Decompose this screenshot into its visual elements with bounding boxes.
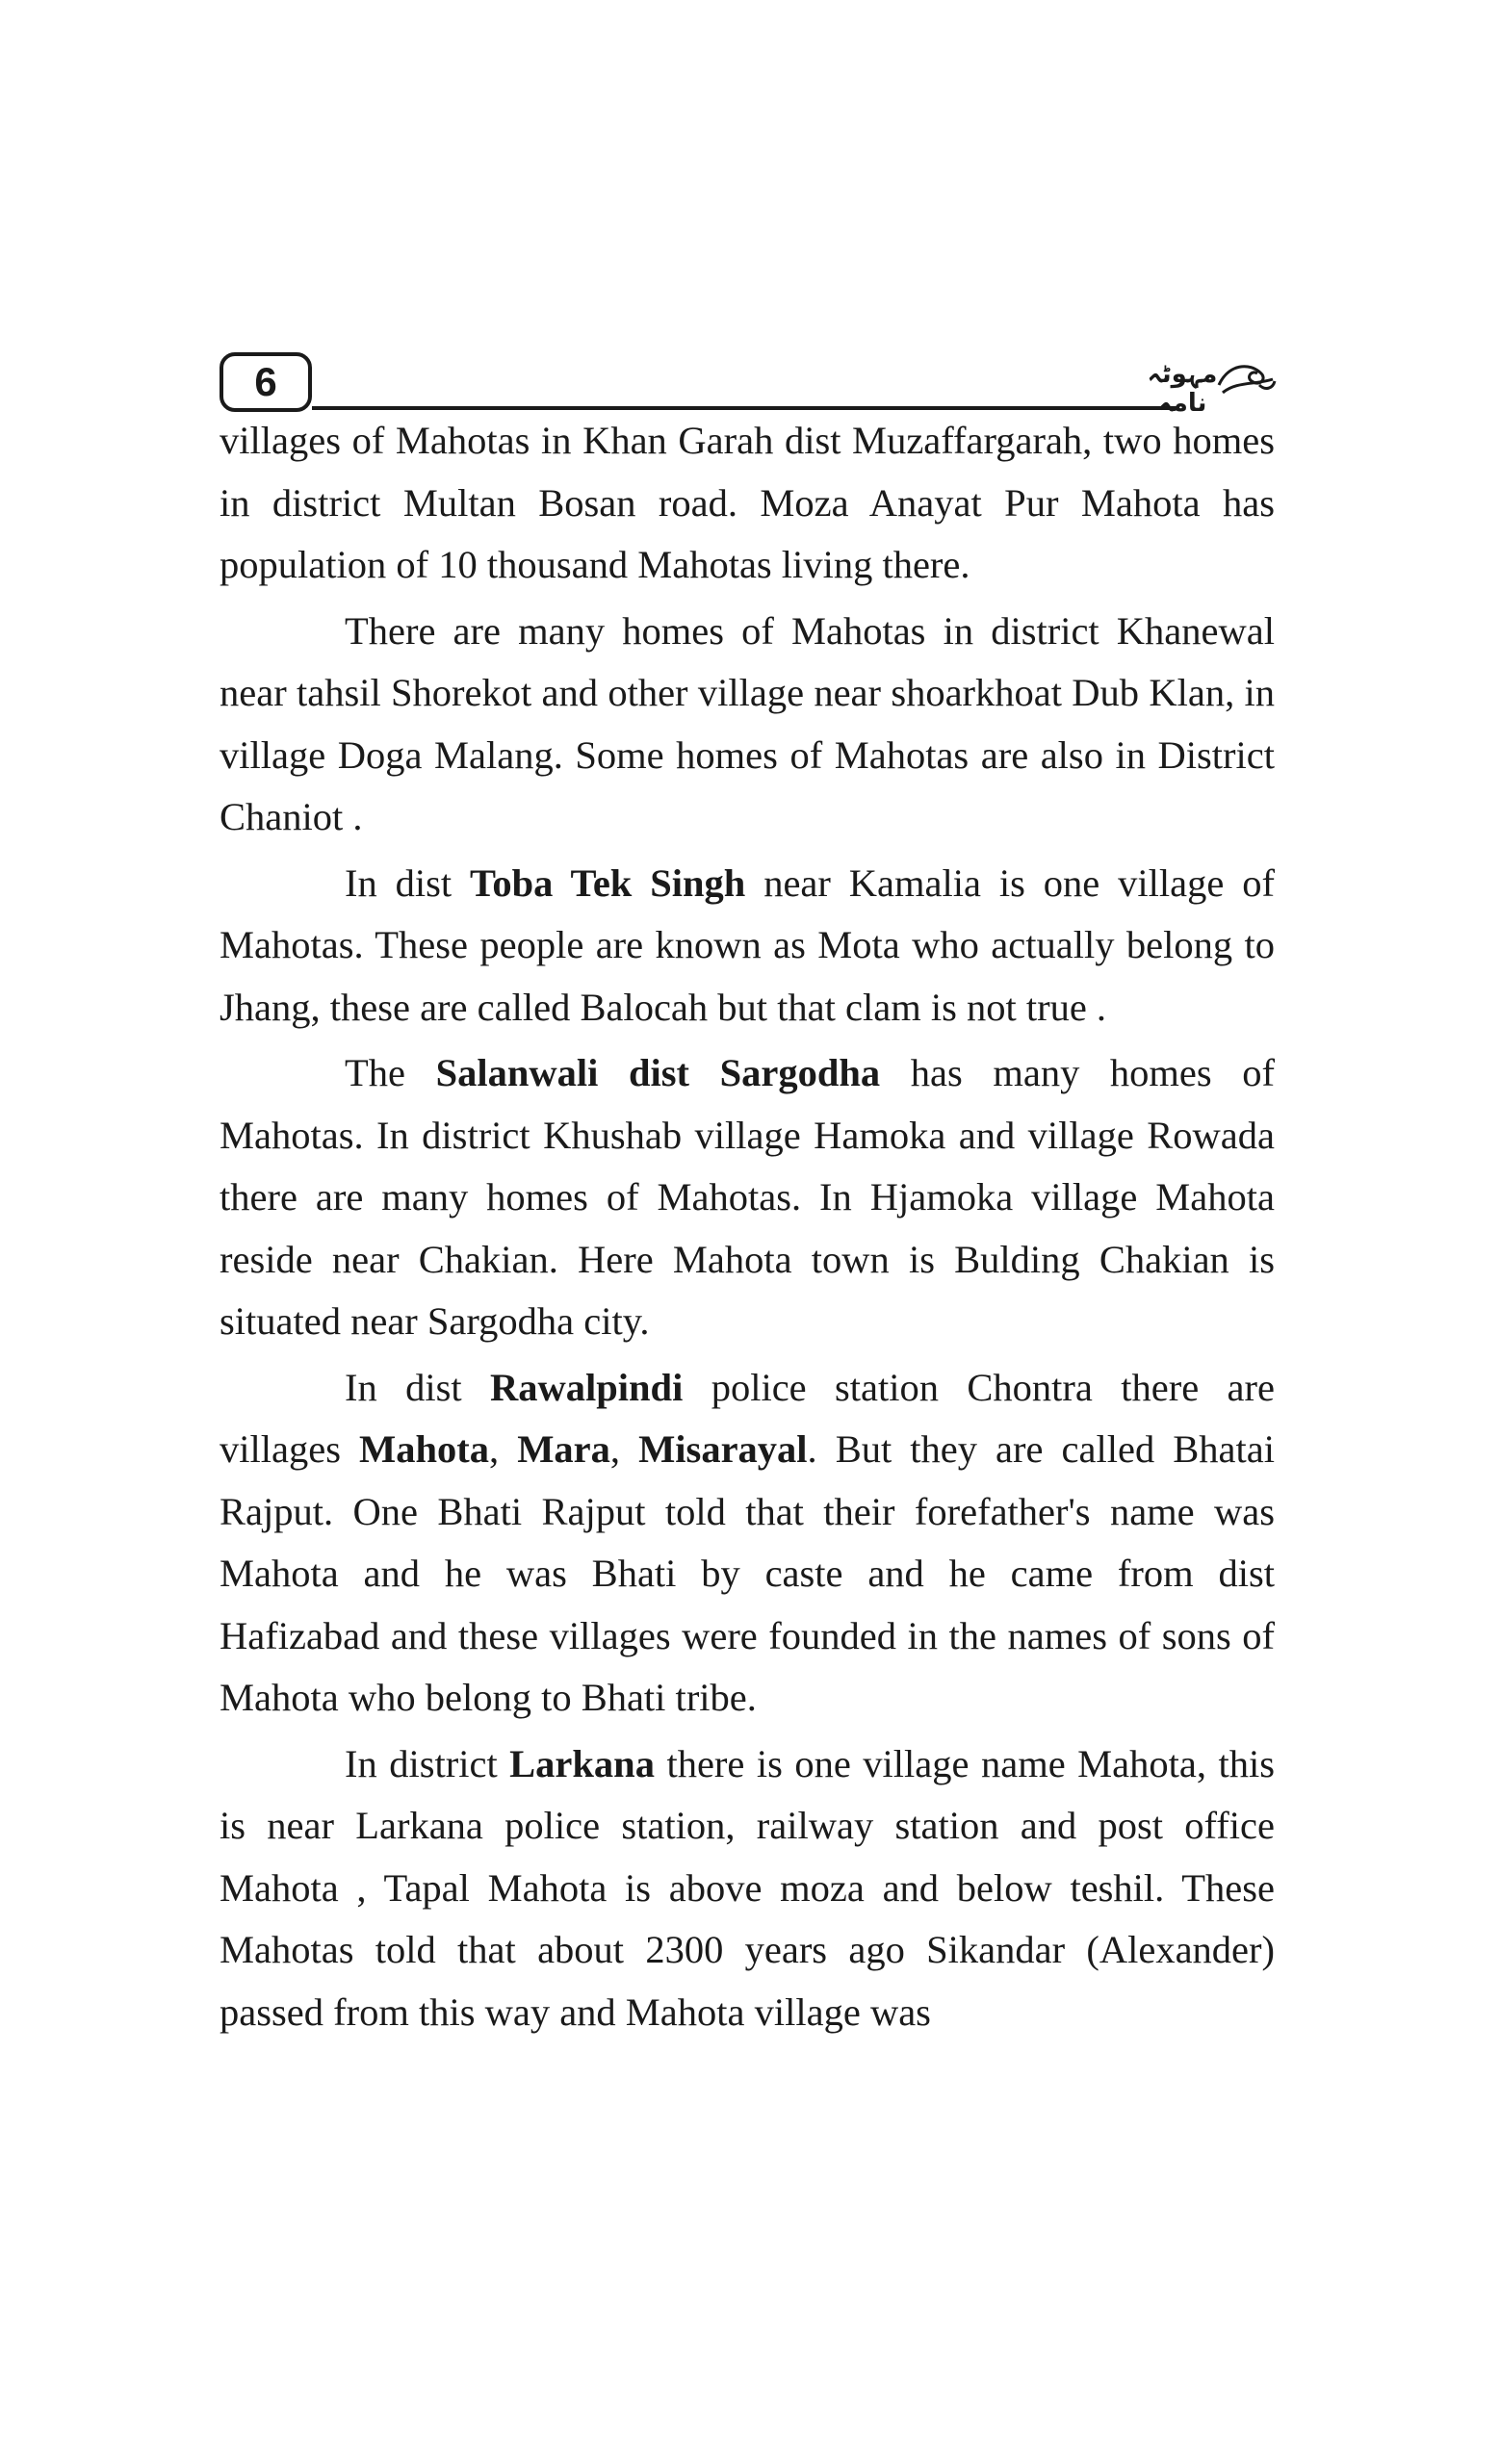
paragraph-2: There are many homes of Mahotas in district Khanewal near tahsil Shorekot and other village near shoarkhoat Dub Klan, in village Doga Malang. Some homes of Mahotas are also in District Chaniot .	[220, 608, 1275, 838]
village-mara: Mara	[517, 1427, 610, 1471]
paragraph-6: In district Larkana there is one village name Mahota, this is near Larkana police station, railway station and post office Mahota , Tapal Mahota is above moza and below teshil. These Mahotas told that about 2300 years ago Sikandar (Alexander) passed from this way and Mahota village was	[220, 1741, 1275, 2034]
book-title-ornament	[1144, 352, 1279, 418]
paragraph-1: villages of Mahotas in Khan Garah dist Muzaffargarah, two homes in district Multan Bosan road. Moza Anayat Pur Mahota has population of 10 thousand Mahotas living there.	[220, 419, 1275, 586]
page-number: 6	[220, 352, 312, 412]
place-salanwali-sargodha: Salanwali dist Sargodha	[435, 1051, 881, 1094]
village-misarayal: Misarayal	[638, 1427, 808, 1471]
place-toba-tek-singh: Toba Tek Singh	[470, 860, 746, 905]
place-larkana: Larkana	[509, 1741, 655, 1785]
place-rawalpindi: Rawalpindi	[490, 1365, 684, 1409]
book-title: مہوٹہ نامہ	[1147, 360, 1218, 418]
village-mahota: Mahota	[359, 1427, 490, 1471]
paragraph-5: In dist Rawalpindi police station Chontra there are villages Mahota, Mara, Misarayal. But they are called Bhatai Rajput. One Bhati Rajput told that their forefather's name was Mahota and he was Bhati by caste and he came from dist Hafizabad and these villages were founded in the names of sons of Mahota who belong to Bhati tribe.	[220, 1365, 1275, 1719]
paragraph-3: In dist Toba Tek Singh near Kamalia is one village of Mahotas. These people are known as Mota who actually belong to Jhang, these are called Balocah but that clam is not true .	[220, 860, 1275, 1029]
page-body	[220, 410, 1275, 2047]
paragraph-4: The Salanwali dist Sargodha has many homes of Mahotas. In district Khushab village Hamoka and village Rowada there are many homes of Mahotas. In Hjamoka village Mahota reside near Chakian. Here Mahota town is Bulding Chakian is situated near Sargodha city.	[220, 1051, 1275, 1343]
